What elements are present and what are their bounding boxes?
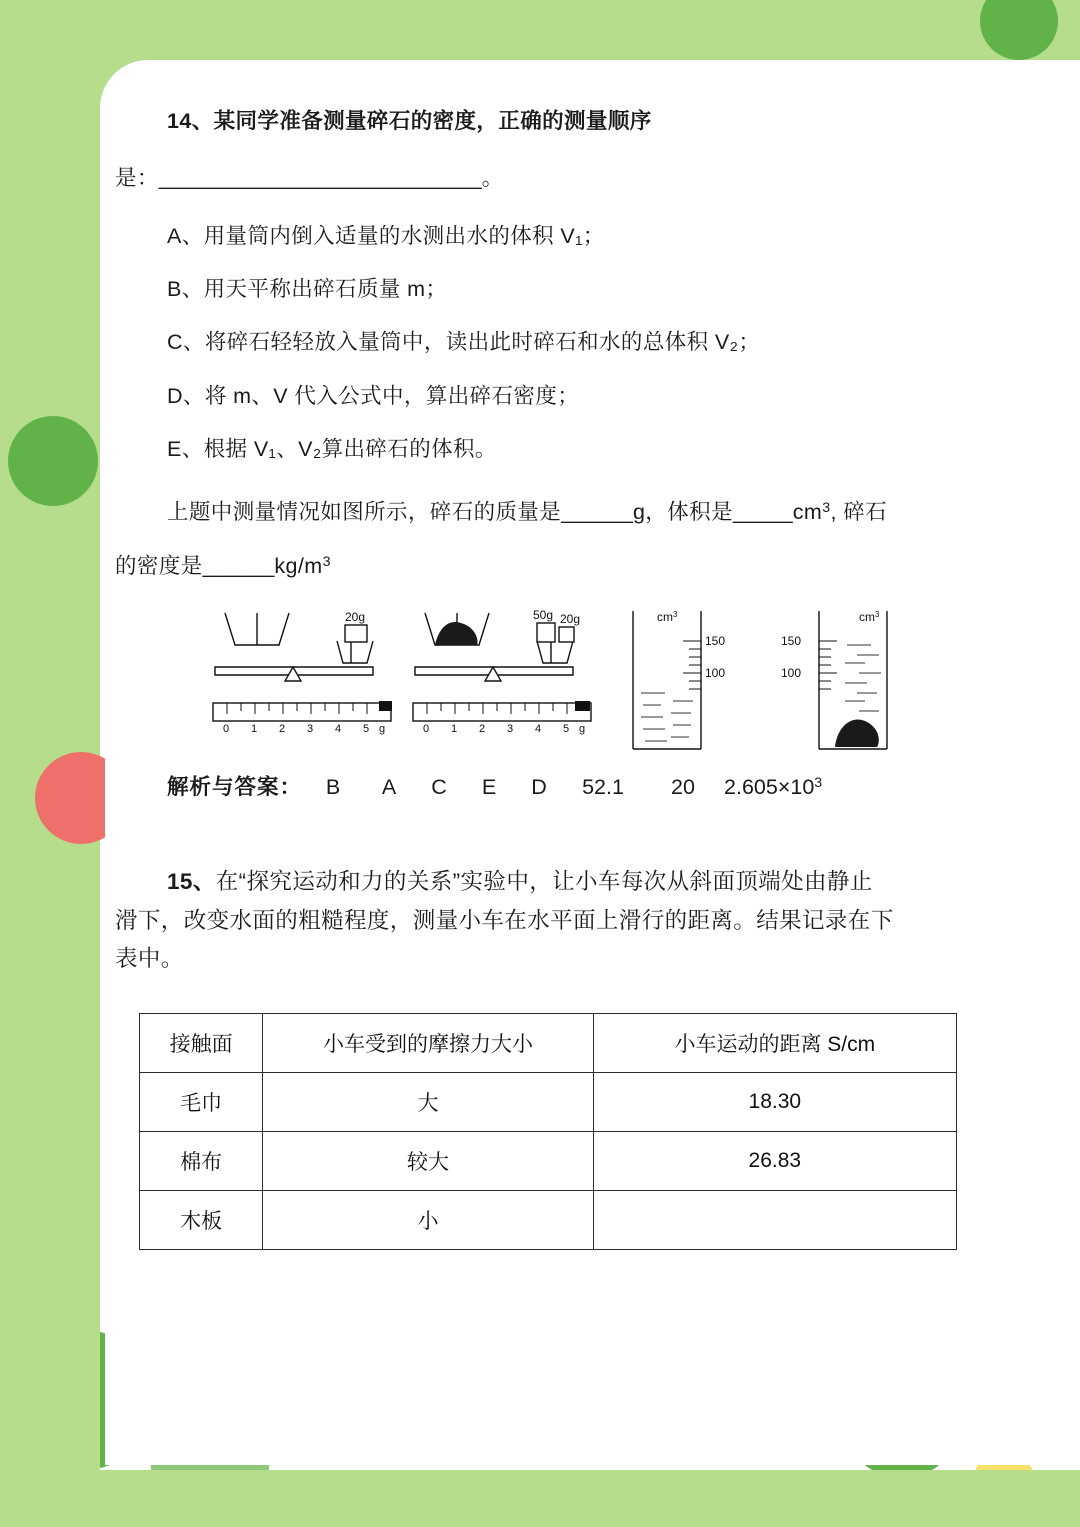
q15-text-line1: 在“探究运动和力的关系”实验中，让小车每次从斜面顶端处由静止	[215, 868, 873, 894]
table-cell-surface-2: 棉布	[140, 1131, 263, 1190]
svg-text:4: 4	[335, 722, 342, 735]
q15-line1	[105, 863, 1080, 902]
q14-option-e	[105, 433, 1080, 466]
q14-answer-row	[105, 770, 1080, 801]
q14-stem-line2-prefix: 是：	[115, 166, 159, 191]
background-band-bottom	[0, 1470, 1080, 1527]
svg-text:5: 5	[563, 722, 570, 735]
q14-option-e-text: E、根据 V₁、V₂算出碎石的体积。	[167, 436, 497, 461]
worksheet-content	[105, 65, 1080, 1250]
q14-answer-8-text: 2.605×10	[724, 774, 815, 799]
figure-ruler2-ticks	[423, 723, 585, 735]
table-header-row	[140, 1013, 957, 1072]
q14-followup-line2-a: 的密度是	[115, 553, 203, 578]
q15-line3	[105, 940, 1080, 979]
q14-answer-3: C	[431, 774, 447, 799]
q14-answer-4: E	[481, 774, 497, 799]
table-row	[140, 1131, 957, 1190]
table-cell-distance-3	[593, 1190, 956, 1249]
apparatus-figure-svg	[105, 601, 1080, 756]
q14-stem-line2-suffix: 。	[481, 166, 504, 191]
table-row	[140, 1072, 957, 1131]
svg-text:2: 2	[479, 722, 486, 735]
table-cell-friction-1: 大	[263, 1072, 593, 1131]
q14-option-c	[105, 326, 1080, 359]
table-header-surface: 接触面	[140, 1013, 263, 1072]
svg-text:5: 5	[363, 722, 370, 735]
svg-text:3: 3	[307, 722, 314, 735]
q14-option-a	[105, 220, 1080, 253]
q14-followup-b: g，体积是	[632, 500, 733, 525]
q14-stem-text: 某同学准备测量碎石的密度，正确的测量顺序	[213, 109, 652, 133]
q14-option-c-text: C、将碎石轻轻放入量筒中，读出此时碎石和水的总体积 V₂；	[167, 330, 761, 355]
q14-option-b	[105, 273, 1080, 306]
q14-answer-1: B	[325, 774, 341, 799]
figure-cylinder1-mark-100: 100	[705, 665, 726, 680]
q15-text-line3: 表中。	[115, 946, 184, 972]
figure-label-weight-20g-1: 20g	[345, 609, 366, 624]
table-header-distance: 小车运动的距离 S/cm	[593, 1013, 956, 1072]
svg-text:1: 1	[251, 722, 258, 735]
figure-cylinder2-mark-100: 100	[781, 665, 802, 680]
experiment-results-table	[139, 1013, 957, 1250]
q15-line2	[105, 902, 1080, 941]
q15-text-line2: 滑下，改变水面的粗糙程度，测量小车在水平面上滑行的距离。结果记录在下	[115, 907, 894, 933]
table-cell-surface-1: 毛巾	[140, 1072, 263, 1131]
svg-text:0: 0	[423, 722, 430, 735]
q14-stem	[105, 105, 1080, 138]
q14-blank-mass: ______	[561, 500, 633, 525]
q14-followup-line2-b: kg/m	[274, 553, 323, 578]
figure-cylinder1-mark-150: 150	[705, 633, 726, 648]
figure-cylinder1-unit: $cm^3$	[657, 609, 678, 624]
q14-answer-6: 52.1	[582, 774, 624, 799]
q14-answer-8	[724, 775, 822, 800]
table-cell-friction-3: 小	[263, 1190, 593, 1249]
q14-blank-volume: _____	[732, 500, 793, 525]
q14-answer-8-sup: 3	[814, 774, 823, 791]
q14-stem-line2	[105, 162, 1080, 195]
svg-text:4: 4	[535, 722, 542, 735]
q14-answer-5: D	[531, 774, 547, 799]
figure-cylinder2-unit: $cm^3$	[859, 609, 880, 624]
svg-text:0: 0	[223, 722, 230, 735]
svg-text:g: g	[579, 722, 586, 735]
svg-text:1: 1	[451, 722, 458, 735]
apparatus-figure	[105, 601, 1080, 756]
table-cell-distance-1: 18.30	[593, 1072, 956, 1131]
figure-cylinder2-mark-150: 150	[781, 633, 802, 648]
q14-followup-d: , 碎石	[830, 500, 888, 525]
figure-label-weight-20g-2: 20g	[560, 611, 581, 626]
table-cell-distance-2: 26.83	[593, 1131, 956, 1190]
q14-option-d-text: D、将 m、V 代入公式中，算出碎石密度；	[167, 383, 580, 408]
q14-blank-density: ______	[202, 553, 275, 578]
q14-answer-label: 解析与答案：	[167, 774, 303, 799]
q15-number: 15、	[167, 868, 216, 894]
svg-text:g: g	[379, 722, 386, 735]
q14-answer-blank: ___________________________	[158, 166, 482, 191]
q14-option-d	[105, 380, 1080, 413]
table-cell-friction-2: 较大	[263, 1131, 593, 1190]
q14-option-a-text: A、用量筒内倒入适量的水测出水的体积 V₁；	[167, 223, 605, 248]
q14-followup-a: 上题中测量情况如图所示，碎石的质量是	[167, 500, 562, 525]
worksheet-page	[105, 65, 1080, 1465]
question-15	[105, 863, 1080, 1250]
svg-text:3: 3	[507, 722, 514, 735]
q14-number: 14、	[167, 109, 214, 133]
figure-label-weight-50g: 50g	[533, 607, 554, 622]
q14-followup-line1	[105, 496, 1080, 529]
q14-option-b-text: B、用天平称出碎石质量 m；	[167, 276, 448, 301]
q14-answer-7: 20	[671, 774, 695, 799]
decorative-dot-green-left2	[8, 416, 98, 506]
svg-text:2: 2	[279, 722, 286, 735]
table-cell-surface-3: 木板	[140, 1190, 263, 1249]
q14-followup-c: cm	[792, 500, 823, 525]
table-row	[140, 1190, 957, 1249]
table-header-friction: 小车受到的摩擦力大小	[263, 1013, 593, 1072]
question-14	[105, 65, 1080, 801]
figure-ruler1-ticks	[223, 723, 385, 735]
q14-answer-2: A	[381, 774, 397, 799]
q14-followup-c-sup: 3	[822, 500, 831, 517]
q14-followup-line2	[105, 550, 1080, 583]
q14-followup-line2-b-sup: 3	[322, 553, 331, 570]
